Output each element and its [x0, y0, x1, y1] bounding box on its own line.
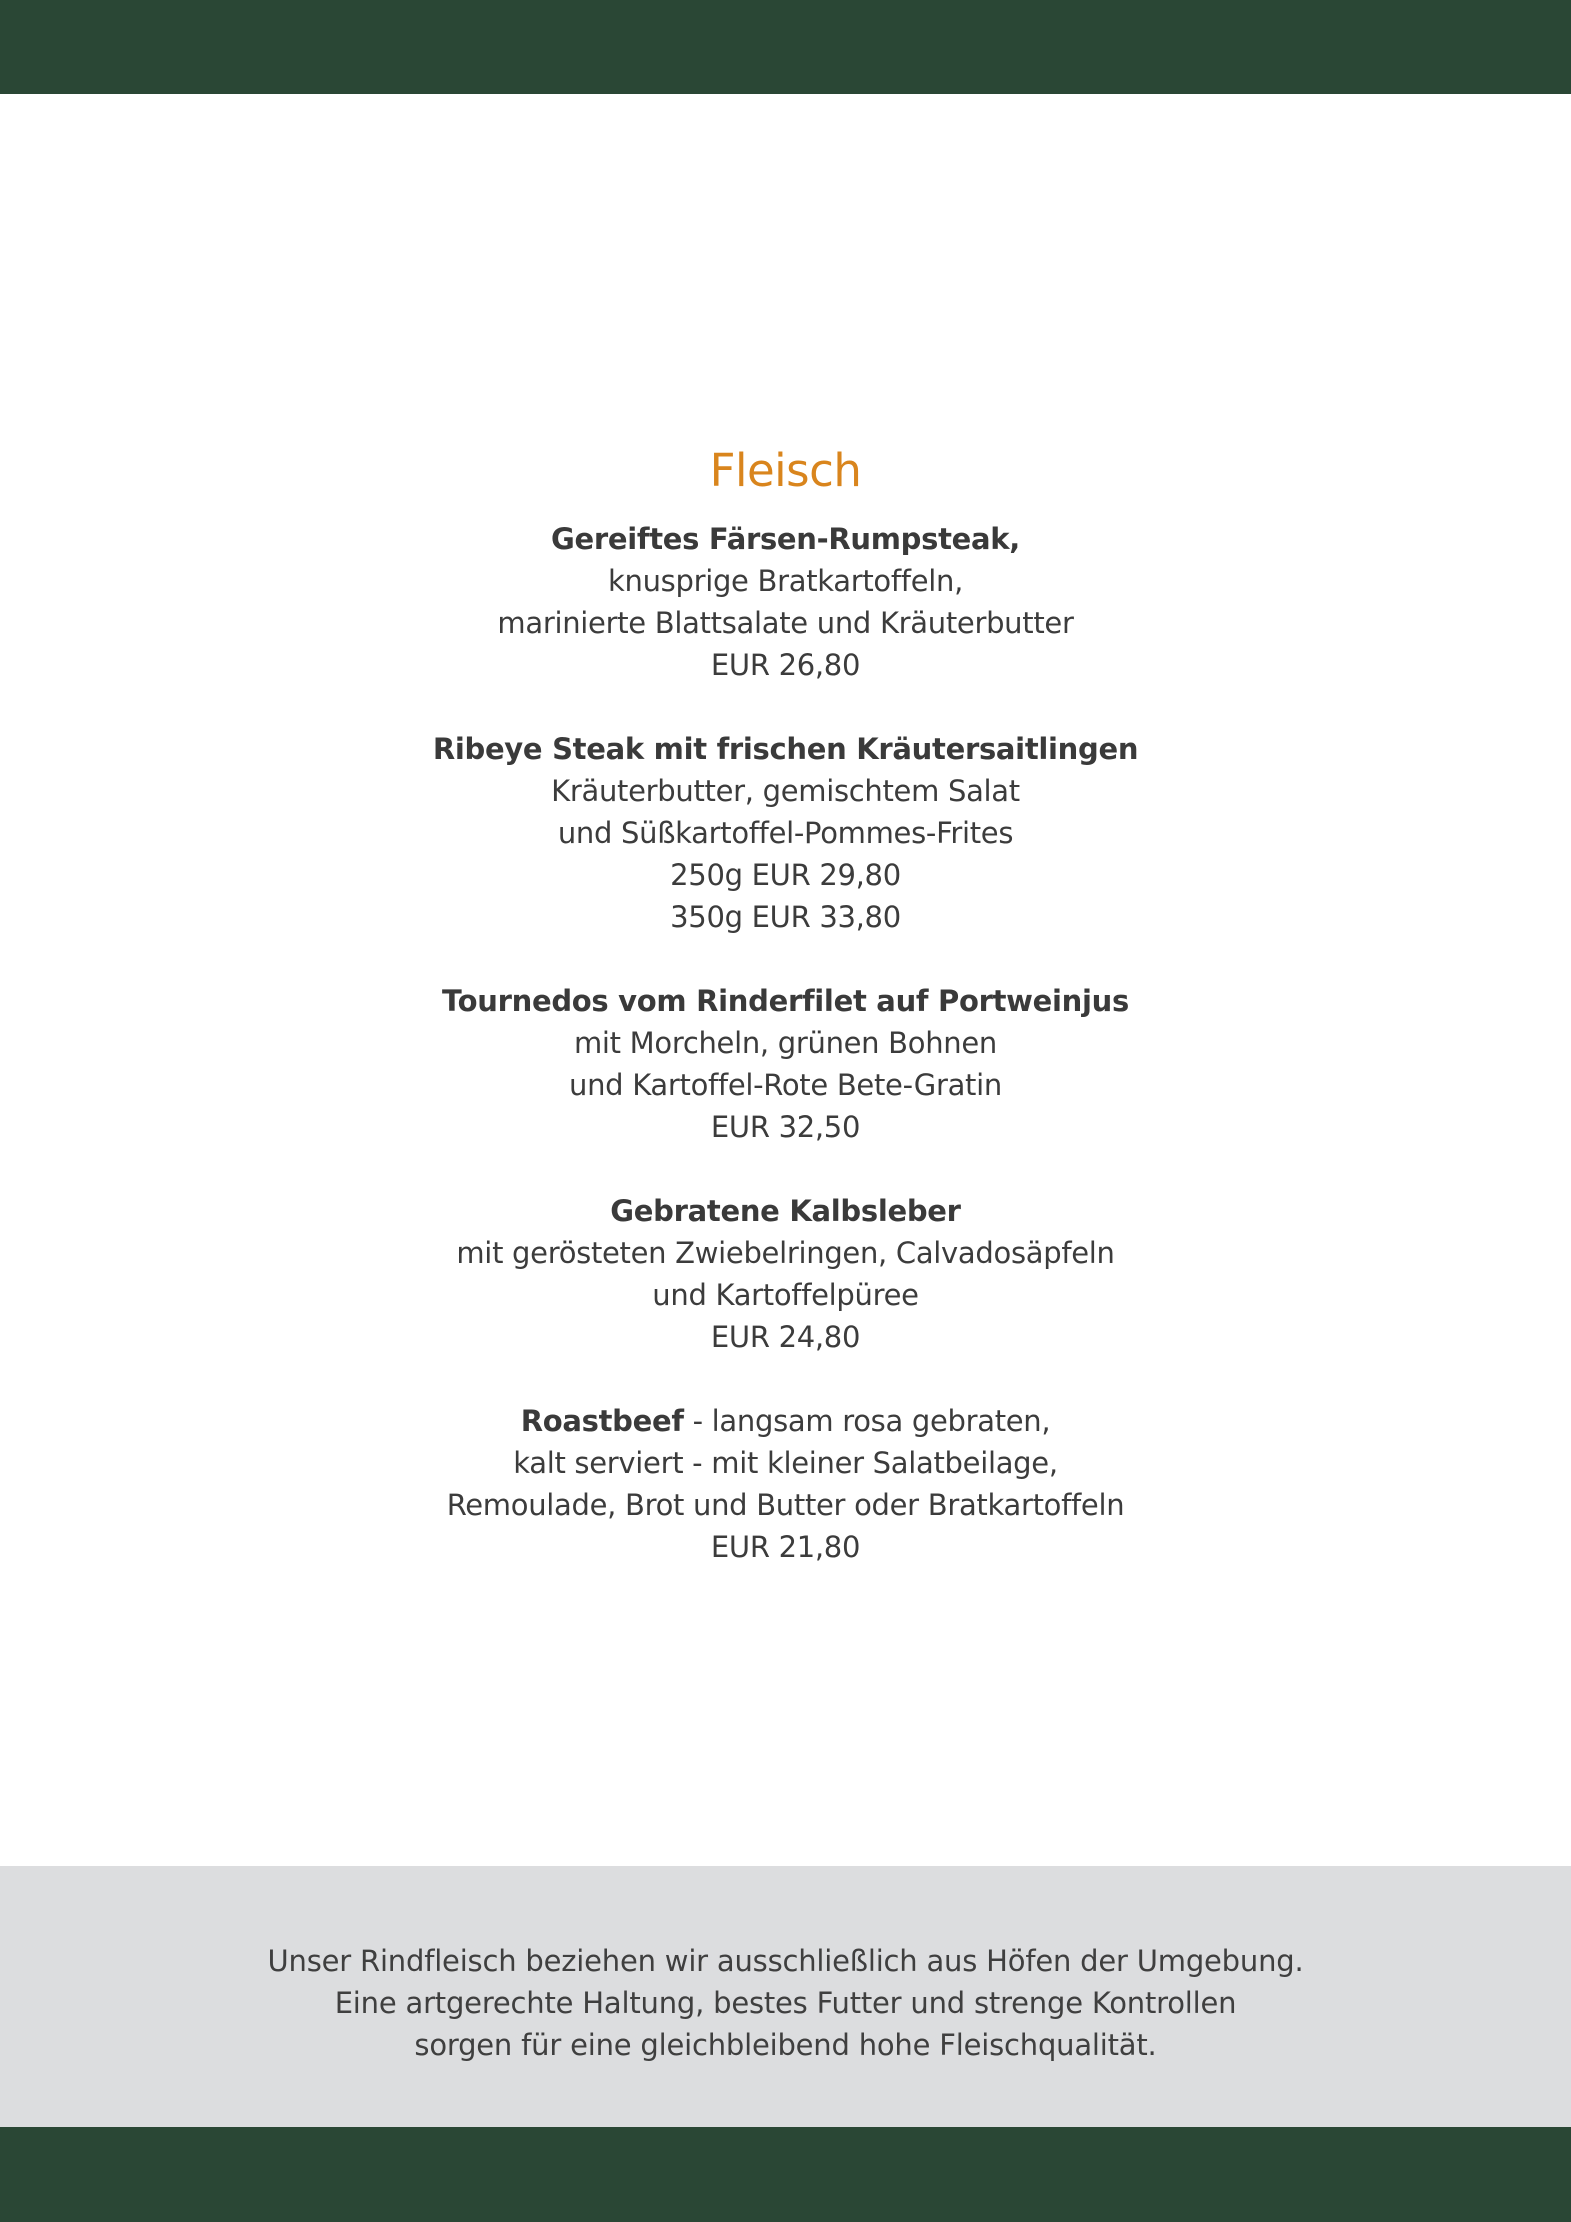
- section-title: Fleisch: [709, 444, 862, 497]
- dish-price: 250g EUR 29,80: [670, 858, 901, 892]
- dish-description: knusprige Bratkartoffeln,: [608, 564, 963, 598]
- dish-description: mit Morcheln, grünen Bohnen: [573, 1026, 998, 1060]
- dish-item: [0, 1190, 1571, 1358]
- dish-price: 350g EUR 33,80: [670, 900, 901, 934]
- dish-description: Kräuterbutter, gemischtem Salat: [551, 774, 1020, 808]
- dish-description: und Kartoffelpüree: [652, 1278, 919, 1312]
- menu-section: [0, 436, 1571, 1568]
- dish-description: Remoulade, Brot und Butter oder Bratkartoffeln: [446, 1488, 1125, 1522]
- bottom-bar: [0, 2127, 1571, 2222]
- dish-price: EUR 32,50: [710, 1110, 861, 1144]
- info-line: sorgen für eine gleichbleibend hohe Fleischqualität.: [414, 2028, 1157, 2062]
- dish-item: [0, 1400, 1571, 1568]
- dish-name: Tournedos vom Rinderfilet auf Portweinjus: [442, 984, 1129, 1018]
- dish-title-line: [0, 1400, 1571, 1442]
- dish-name: Gebratene Kalbsleber: [610, 1194, 961, 1228]
- dish-price: EUR 24,80: [710, 1320, 861, 1354]
- dish-description: kalt serviert - mit kleiner Salatbeilage,: [513, 1446, 1058, 1480]
- dish-price: EUR 26,80: [710, 648, 861, 682]
- dish-item: [0, 728, 1571, 938]
- dish-description: mit gerösteten Zwiebelringen, Calvadosäpfeln: [456, 1236, 1115, 1270]
- dish-description: und Kartoffel-Rote Bete-Gratin: [569, 1068, 1002, 1102]
- dish-name-suffix: - langsam rosa gebraten,: [683, 1404, 1051, 1438]
- dish-description: marinierte Blattsalate und Kräuterbutter: [497, 606, 1074, 640]
- dish-item: [0, 518, 1571, 686]
- dish-name: Gereiftes Färsen-Rumpsteak,: [551, 522, 1020, 556]
- top-bar: [0, 0, 1571, 94]
- dish-price: EUR 21,80: [710, 1530, 861, 1564]
- info-line: Eine artgerechte Haltung, bestes Futter und strenge Kontrollen: [334, 1986, 1237, 2020]
- dish-description: und Süßkartoffel-Pommes-Frites: [557, 816, 1014, 850]
- dish-name: Ribeye Steak mit frischen Kräutersaitlingen: [432, 732, 1139, 766]
- info-text: [0, 1940, 1571, 2066]
- info-line: Unser Rindfleisch beziehen wir ausschließlich aus Höfen der Umgebung.: [267, 1944, 1304, 1978]
- dish-item: [0, 980, 1571, 1148]
- dish-name: Roastbeef: [520, 1404, 684, 1438]
